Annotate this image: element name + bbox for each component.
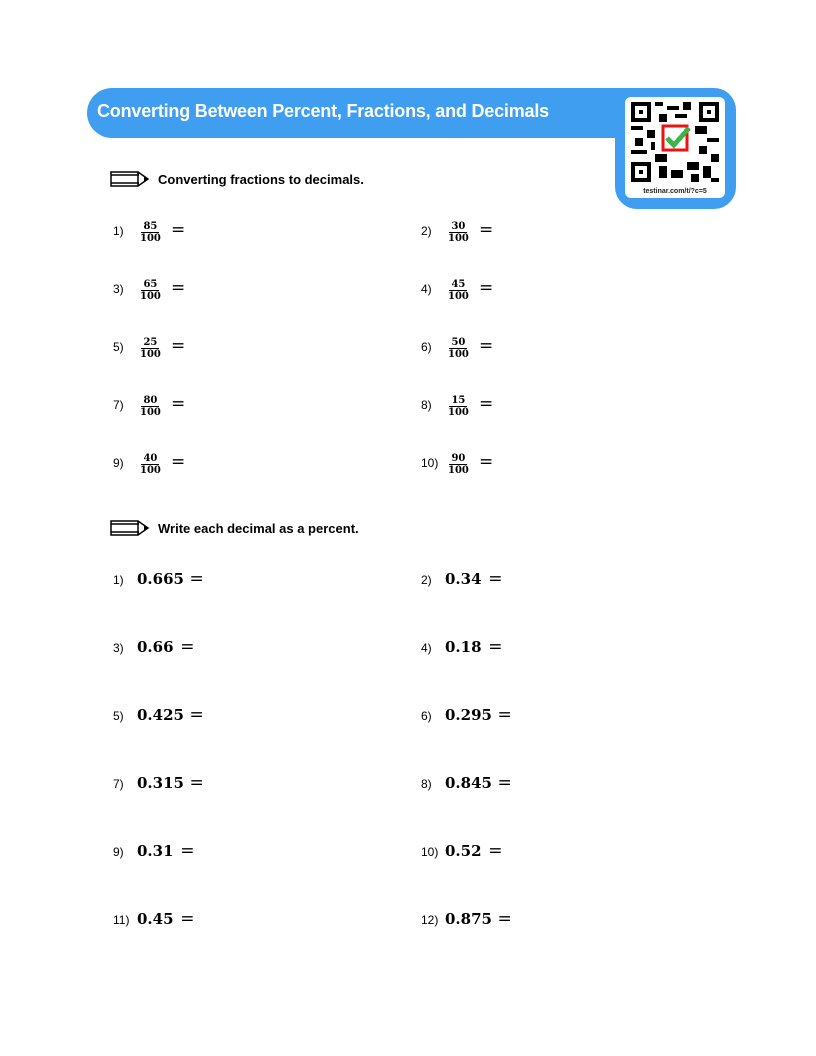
answer-blank[interactable] — [521, 840, 701, 864]
problem-number: 2) — [421, 224, 432, 238]
numerator: 90 — [451, 453, 466, 464]
qr-code-icon — [631, 102, 719, 182]
problem-number: 8) — [421, 777, 432, 791]
answer-blank[interactable] — [191, 220, 391, 244]
fraction — [140, 337, 161, 360]
problem-number: 3) — [113, 641, 124, 655]
decimal-value: 0.295 — [445, 706, 492, 724]
section-fractions-header — [110, 170, 364, 188]
problem-number: 10) — [421, 456, 439, 470]
equals-sign: = — [479, 336, 494, 356]
equals-sign: = — [171, 336, 186, 356]
decimal-value: 0.31 — [137, 842, 174, 860]
answer-blank[interactable] — [213, 840, 393, 864]
fraction — [448, 395, 469, 418]
fraction — [140, 221, 161, 244]
problem-number: 3) — [113, 282, 124, 296]
equals-sign: = — [497, 773, 512, 793]
denominator: 100 — [448, 291, 469, 302]
pencil-icon — [110, 170, 150, 188]
numerator: 85 — [143, 221, 158, 232]
fraction — [140, 279, 161, 302]
numerator: 40 — [143, 453, 158, 464]
fraction — [448, 279, 469, 302]
problem-number: 6) — [421, 340, 432, 354]
denominator: 100 — [140, 407, 161, 418]
equals-sign: = — [479, 452, 494, 472]
problem-number: 4) — [421, 282, 432, 296]
fraction — [448, 453, 469, 476]
equals-sign: = — [479, 394, 494, 414]
problem-number: 1) — [113, 224, 124, 238]
decimal-value: 0.875 — [445, 910, 492, 928]
qr-url: testinar.com/t/?c=5 — [643, 188, 707, 195]
problem-number: 8) — [421, 398, 432, 412]
problem-number: 7) — [113, 777, 124, 791]
answer-blank[interactable] — [213, 772, 393, 796]
numerator: 80 — [143, 395, 158, 406]
equals-sign: = — [189, 569, 204, 589]
decimal-value: 0.425 — [137, 706, 184, 724]
denominator: 100 — [140, 349, 161, 360]
answer-blank[interactable] — [499, 336, 699, 360]
problem-number: 4) — [421, 641, 432, 655]
equals-sign: = — [497, 909, 512, 929]
problem-number: 2) — [421, 573, 432, 587]
denominator: 100 — [140, 465, 161, 476]
equals-sign: = — [171, 220, 186, 240]
section-instruction: Write each decimal as a percent. — [158, 520, 359, 536]
equals-sign: = — [189, 773, 204, 793]
problem-number: 5) — [113, 340, 124, 354]
fraction — [140, 453, 161, 476]
numerator: 45 — [451, 279, 466, 290]
answer-blank[interactable] — [521, 908, 701, 932]
equals-sign: = — [180, 909, 195, 929]
problem-number: 11) — [113, 913, 130, 927]
denominator: 100 — [140, 291, 161, 302]
decimal-value: 0.52 — [445, 842, 482, 860]
fraction — [448, 221, 469, 244]
equals-sign: = — [488, 569, 503, 589]
denominator: 100 — [140, 233, 161, 244]
equals-sign: = — [180, 637, 195, 657]
decimal-value: 0.66 — [137, 638, 174, 656]
equals-sign: = — [479, 220, 494, 240]
page-title: Converting Between Percent, Fractions, and Decimals — [97, 101, 549, 121]
answer-blank[interactable] — [499, 220, 699, 244]
equals-sign: = — [488, 841, 503, 861]
answer-blank[interactable] — [213, 908, 393, 932]
equals-sign: = — [479, 278, 494, 298]
decimal-value: 0.34 — [445, 570, 482, 588]
answer-blank[interactable] — [191, 336, 391, 360]
answer-blank[interactable] — [213, 704, 393, 728]
equals-sign: = — [171, 278, 186, 298]
equals-sign: = — [497, 705, 512, 725]
problem-number: 5) — [113, 709, 124, 723]
problem-number: 1) — [113, 573, 124, 587]
section-decimals-header — [110, 519, 359, 537]
answer-blank[interactable] — [499, 394, 699, 418]
answer-blank[interactable] — [521, 704, 701, 728]
decimal-value: 0.18 — [445, 638, 482, 656]
equals-sign: = — [488, 637, 503, 657]
equals-sign: = — [189, 705, 204, 725]
decimal-value: 0.315 — [137, 774, 184, 792]
qr-panel — [615, 88, 736, 209]
numerator: 50 — [451, 337, 466, 348]
answer-blank[interactable] — [521, 568, 701, 592]
denominator: 100 — [448, 465, 469, 476]
numerator: 65 — [143, 279, 158, 290]
answer-blank[interactable] — [521, 636, 701, 660]
equals-sign: = — [180, 841, 195, 861]
problem-number: 6) — [421, 709, 432, 723]
answer-blank[interactable] — [499, 278, 699, 302]
problem-number: 9) — [113, 456, 124, 470]
answer-blank[interactable] — [521, 772, 701, 796]
numerator: 15 — [451, 395, 466, 406]
answer-blank[interactable] — [213, 568, 393, 592]
decimal-value: 0.845 — [445, 774, 492, 792]
equals-sign: = — [171, 394, 186, 414]
answer-blank[interactable] — [213, 636, 393, 660]
problem-number: 7) — [113, 398, 124, 412]
problem-number: 10) — [421, 845, 439, 859]
section-instruction: Converting fractions to decimals. — [158, 171, 364, 187]
answer-blank[interactable] — [191, 452, 391, 476]
answer-blank[interactable] — [499, 452, 699, 476]
decimal-value: 0.45 — [137, 910, 174, 928]
fraction — [140, 395, 161, 418]
pencil-icon — [110, 519, 150, 537]
denominator: 100 — [448, 233, 469, 244]
decimal-value: 0.665 — [137, 570, 184, 588]
denominator: 100 — [448, 349, 469, 360]
problem-number: 9) — [113, 845, 124, 859]
problem-number: 12) — [421, 913, 439, 927]
numerator: 25 — [143, 337, 158, 348]
denominator: 100 — [448, 407, 469, 418]
answer-blank[interactable] — [191, 278, 391, 302]
numerator: 30 — [451, 221, 466, 232]
equals-sign: = — [171, 452, 186, 472]
answer-blank[interactable] — [191, 394, 391, 418]
fraction — [448, 337, 469, 360]
